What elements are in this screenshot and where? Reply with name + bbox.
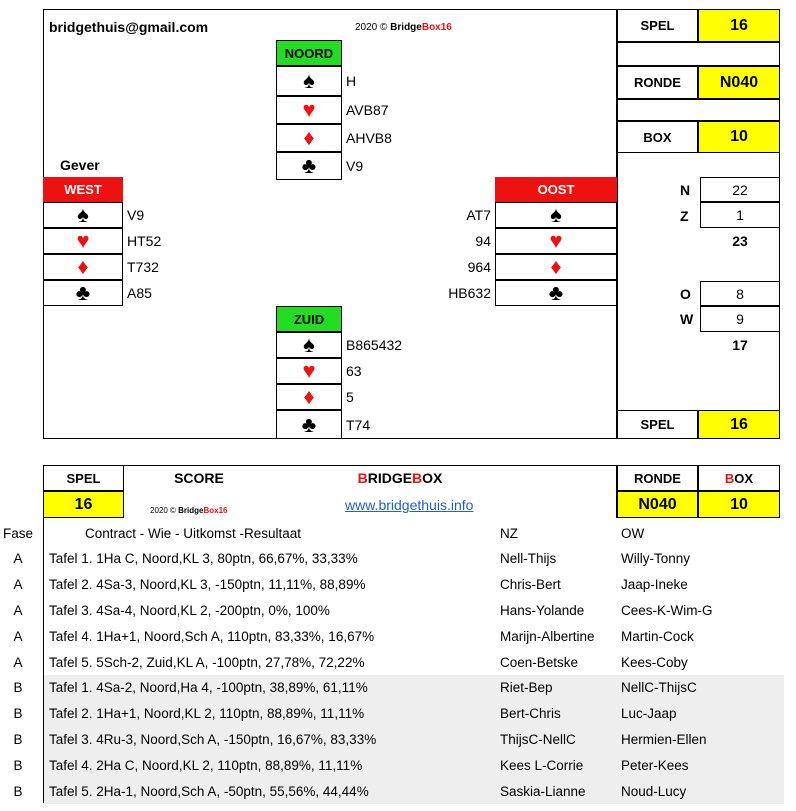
north-hearts: AVB87 <box>346 102 389 118</box>
north-spades: H <box>346 73 357 89</box>
results-score-label: SCORE <box>174 470 224 486</box>
results-ronde-value: N040 <box>617 491 698 518</box>
hcp-nz-total: 23 <box>732 233 748 249</box>
results-copyright: 2020 © BridgeBox16 <box>150 506 228 515</box>
row-fase: B <box>13 757 23 773</box>
row-contract: Tafel 1. 1Ha C, Noord,KL 3, 80ptn, 66,67%, 33,33% <box>49 551 358 567</box>
row-nz: Bert-Chris <box>500 706 561 722</box>
results-spel-value: 16 <box>43 491 124 518</box>
south-diamonds: 5 <box>346 389 354 405</box>
spel-label: SPEL <box>617 9 698 42</box>
row-contract: Tafel 2. 4Sa-3, Noord,KL 3, -150ptn, 11,11%, 88,89% <box>49 577 366 593</box>
diamond-icon: ♦ <box>43 254 123 280</box>
hcp-o-value: 8 <box>700 281 780 306</box>
diamond-icon: ♦ <box>276 124 342 152</box>
heart-icon: ♥ <box>43 228 123 254</box>
spade-icon: ♠ <box>276 332 342 358</box>
club-icon: ♣ <box>43 280 123 306</box>
row-contract: Tafel 2. 1Ha+1, Noord,KL 2, 110ptn, 88,89%, 11,11% <box>49 706 365 722</box>
row-fase: B <box>13 783 23 799</box>
south-spades: B865432 <box>346 337 403 353</box>
row-fase: B <box>13 706 23 722</box>
hcp-z-label: Z <box>680 208 689 224</box>
row-contract: Tafel 4. 1Ha+1, Noord,Sch A, 110ptn, 83,33%, 16,67% <box>49 628 375 644</box>
row-ow: Peter-Kees <box>621 757 689 773</box>
row-fase: B <box>13 680 23 696</box>
hcp-z-value: 1 <box>700 202 780 228</box>
row-contract: Tafel 4. 2Ha C, Noord,KL 2, 110ptn, 88,89%, 11,11% <box>49 757 363 773</box>
row-fase: A <box>13 577 23 593</box>
row-fase: A <box>13 628 23 644</box>
east-hearts: 94 <box>475 233 491 249</box>
heart-icon: ♥ <box>276 358 342 384</box>
club-icon: ♣ <box>276 152 342 180</box>
results-box-value: 10 <box>698 491 780 518</box>
east-spades: AT7 <box>466 207 491 223</box>
row-ow: Noud-Lucy <box>621 783 687 799</box>
row-ow: Martin-Cock <box>621 628 694 644</box>
west-hearts: HT52 <box>127 233 162 249</box>
row-fase: A <box>13 551 23 567</box>
col-ow: OW <box>621 526 645 541</box>
row-contract: Tafel 1. 4Sa-2, Noord,Ha 4, -100ptn, 38,89%, 61,11% <box>49 680 368 696</box>
south-hearts: 63 <box>346 363 362 379</box>
row-nz: Marijn-Albertine <box>500 628 595 644</box>
west-diamonds: T732 <box>127 259 159 275</box>
hcp-w-value: 9 <box>700 306 780 332</box>
heart-icon: ♥ <box>276 96 342 124</box>
row-contract: Tafel 5. 2Ha-1, Noord,Sch A, -50ptn, 55,56%, 44,44% <box>49 783 369 799</box>
heart-icon: ♥ <box>495 228 617 254</box>
row-ow: Hermien-Ellen <box>621 731 707 747</box>
copyright: 2020 © BridgeBox16 <box>355 22 452 33</box>
west-label: WEST <box>43 177 123 202</box>
ronde-label: RONDE <box>617 66 698 99</box>
results-ronde-label: RONDE <box>617 465 698 491</box>
spacer-row <box>617 42 780 66</box>
club-icon: ♣ <box>276 410 342 439</box>
east-label: OOST <box>495 177 617 202</box>
row-nz: Coen-Betske <box>500 654 579 670</box>
row-fase: A <box>13 602 23 618</box>
hcp-ow-total: 17 <box>732 337 748 353</box>
row-fase: A <box>13 654 23 670</box>
row-contract: Tafel 3. 4Ru-3, Noord,Sch A, -150ptn, 16,67%, 83,33% <box>49 731 377 747</box>
hcp-o-label: O <box>680 286 691 302</box>
north-label: NOORD <box>276 40 342 66</box>
south-clubs: T74 <box>346 416 371 433</box>
row-contract: Tafel 3. 4Sa-4, Noord,KL 2, -200ptn, 0%, 100% <box>49 602 330 618</box>
row-ow: NellC-ThijsC <box>621 680 697 696</box>
email: bridgethuis@gmail.com <box>49 19 209 35</box>
diamond-icon: ♦ <box>495 254 617 280</box>
col-nz: NZ <box>500 526 518 541</box>
row-fase: B <box>13 731 23 747</box>
east-clubs: HB632 <box>448 285 491 301</box>
row-nz: Hans-Yolande <box>500 602 585 618</box>
website-link[interactable]: www.bridgethuis.info <box>345 497 474 513</box>
spacer-row <box>617 99 780 121</box>
row-contract: Tafel 5. 5Sch-2, Zuid,KL A, -100ptn, 27,78%, 72,22% <box>49 654 365 670</box>
row-ow: Jaap-Ineke <box>621 577 688 593</box>
ronde-value: N040 <box>698 66 780 99</box>
spel-value-bottom: 16 <box>698 410 780 439</box>
results-brand: B RIDGE B OX <box>357 470 443 486</box>
row-ow: Willy-Tonny <box>621 551 691 567</box>
row-ow: Cees-K-Wim-G <box>621 602 713 618</box>
box-label: BOX <box>617 121 698 153</box>
diamond-icon: ♦ <box>276 384 342 410</box>
west-clubs: A85 <box>127 285 152 301</box>
spel-value: 16 <box>698 9 780 42</box>
row-nz: Kees L-Corrie <box>500 757 584 773</box>
west-spades: V9 <box>127 207 145 223</box>
spel-label-bottom: SPEL <box>617 410 698 439</box>
club-icon: ♣ <box>495 280 617 306</box>
hcp-n-label: N <box>680 182 691 198</box>
south-label: ZUID <box>276 306 342 332</box>
hcp-n-value: 22 <box>700 177 780 202</box>
col-contract: Contract - Wie - Uitkomst -Resultaat <box>85 526 302 541</box>
box-value: 10 <box>698 121 780 153</box>
row-nz: Nell-Thijs <box>500 551 557 567</box>
spade-icon: ♠ <box>495 202 617 228</box>
dealer-label: Gever <box>60 157 100 173</box>
results-spel-label: SPEL <box>43 465 124 491</box>
row-nz: ThijsC-NellC <box>500 731 576 747</box>
row-nz: Saskia-Lianne <box>500 783 586 799</box>
row-nz: Riet-Bep <box>500 680 553 696</box>
north-clubs: V9 <box>346 158 364 174</box>
row-ow: Kees-Coby <box>621 654 688 670</box>
row-ow: Luc-Jaap <box>621 706 677 722</box>
results-header-frame <box>43 465 617 518</box>
col-fase: Fase <box>3 526 34 541</box>
row-nz: Chris-Bert <box>500 577 561 593</box>
spade-icon: ♠ <box>276 66 342 96</box>
hcp-w-label: W <box>680 311 694 327</box>
east-diamonds: 964 <box>467 259 491 275</box>
spade-icon: ♠ <box>43 202 123 228</box>
north-diamonds: AHVB8 <box>346 130 392 146</box>
results-box-label: B OX <box>698 465 780 491</box>
